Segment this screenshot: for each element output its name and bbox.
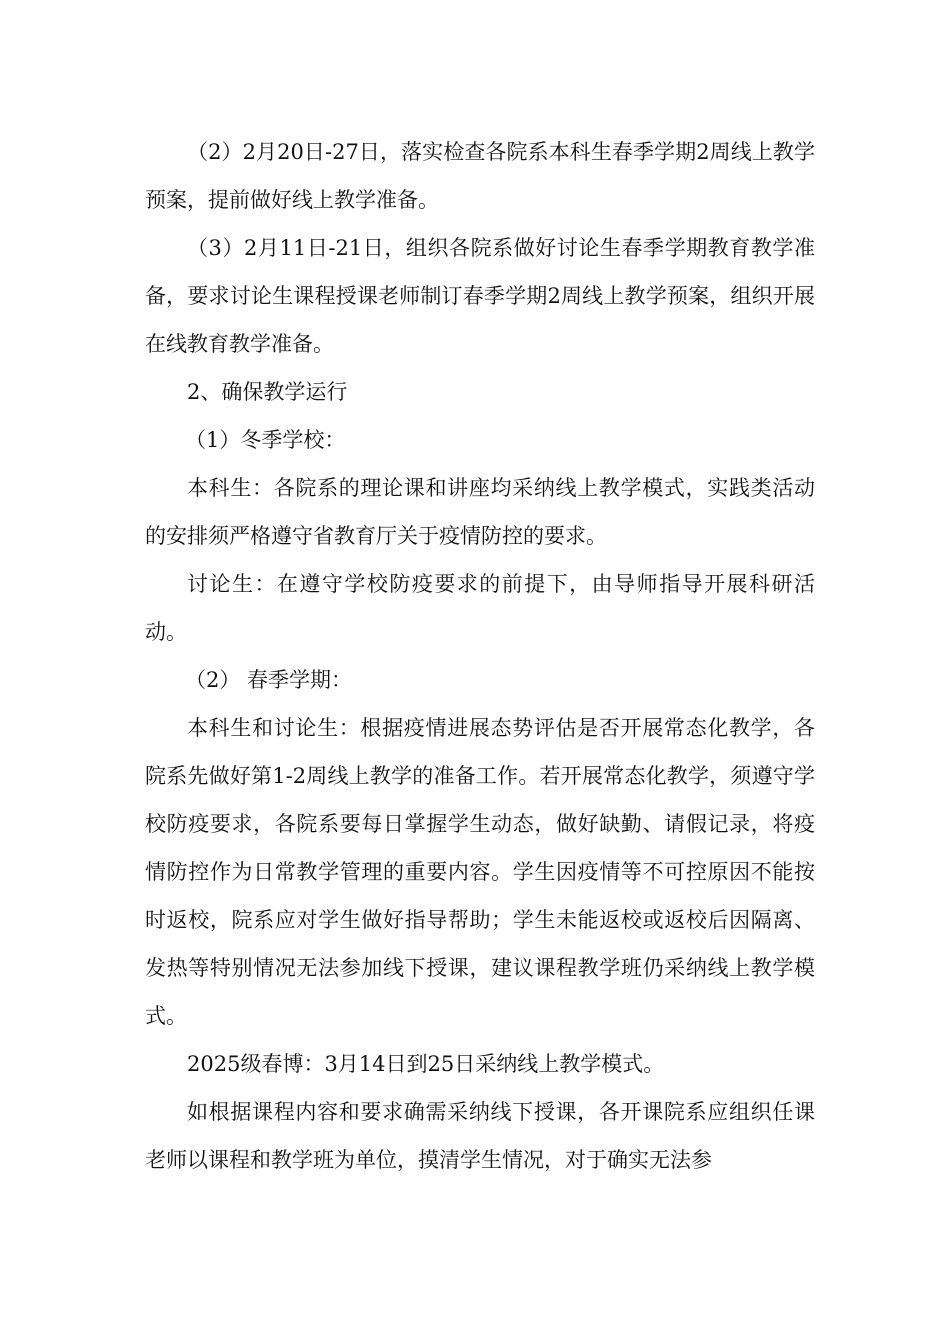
paragraph-offline-teaching: 如根据课程内容和要求确需采纳线下授课，各开课院系应组织任课老师以课程和教学班为单位，摸清学生情况，对于确实无法参 [145, 1100, 815, 1172]
section-heading-teaching-operation: 2、确保教学运行 [187, 380, 348, 404]
paragraph-graduate-winter: 讨论生：在遵守学校防疫要求的前提下，由导师指导开展科研活动。 [145, 572, 815, 644]
paragraph-online-plan-check: （2）2月20日-27日，落实检查各院系本科生春季学期2周线上教学预案，提前做好线上教学准备。 [145, 140, 815, 212]
subheading-winter-school: （1）冬季学校： [185, 428, 346, 452]
paragraph-spring-teaching: 本科生和讨论生：根据疫情进展态势评估是否开展常态化教学，各院系先做好第1-2周线上教学的准备工作。若开展常态化教学，须遵守学校防疫要求，各院系要每日掌握学生动态，做好缺勤、请假记录，将疫情防控作为日常教学管理的重要内容。学生因疫情等不可控原因不能按时返校，院系应对学生做好指导帮助；学生未能返校或返校后因隔离、发热等特别情况无法参加线下授课，建议课程教学班仍采纳线上教学模式。 [145, 716, 815, 1028]
paragraph-spring-phd: 2025级春博：3月14日到25日采纳线上教学模式。 [187, 1052, 665, 1076]
document-body [145, 128, 815, 1184]
paragraph-graduate-preparation: （3）2月11日-21日，组织各院系做好讨论生春季学期教育教学准备，要求讨论生课程授课老师制订春季学期2周线上教学预案，组织开展在线教育教学准备。 [145, 236, 815, 356]
subheading-spring-semester: （2） 春季学期： [185, 668, 353, 692]
paragraph-undergraduate-winter: 本科生：各院系的理论课和讲座均采纳线上教学模式，实践类活动的安排须严格遵守省教育厅关于疫情防控的要求。 [145, 476, 815, 548]
